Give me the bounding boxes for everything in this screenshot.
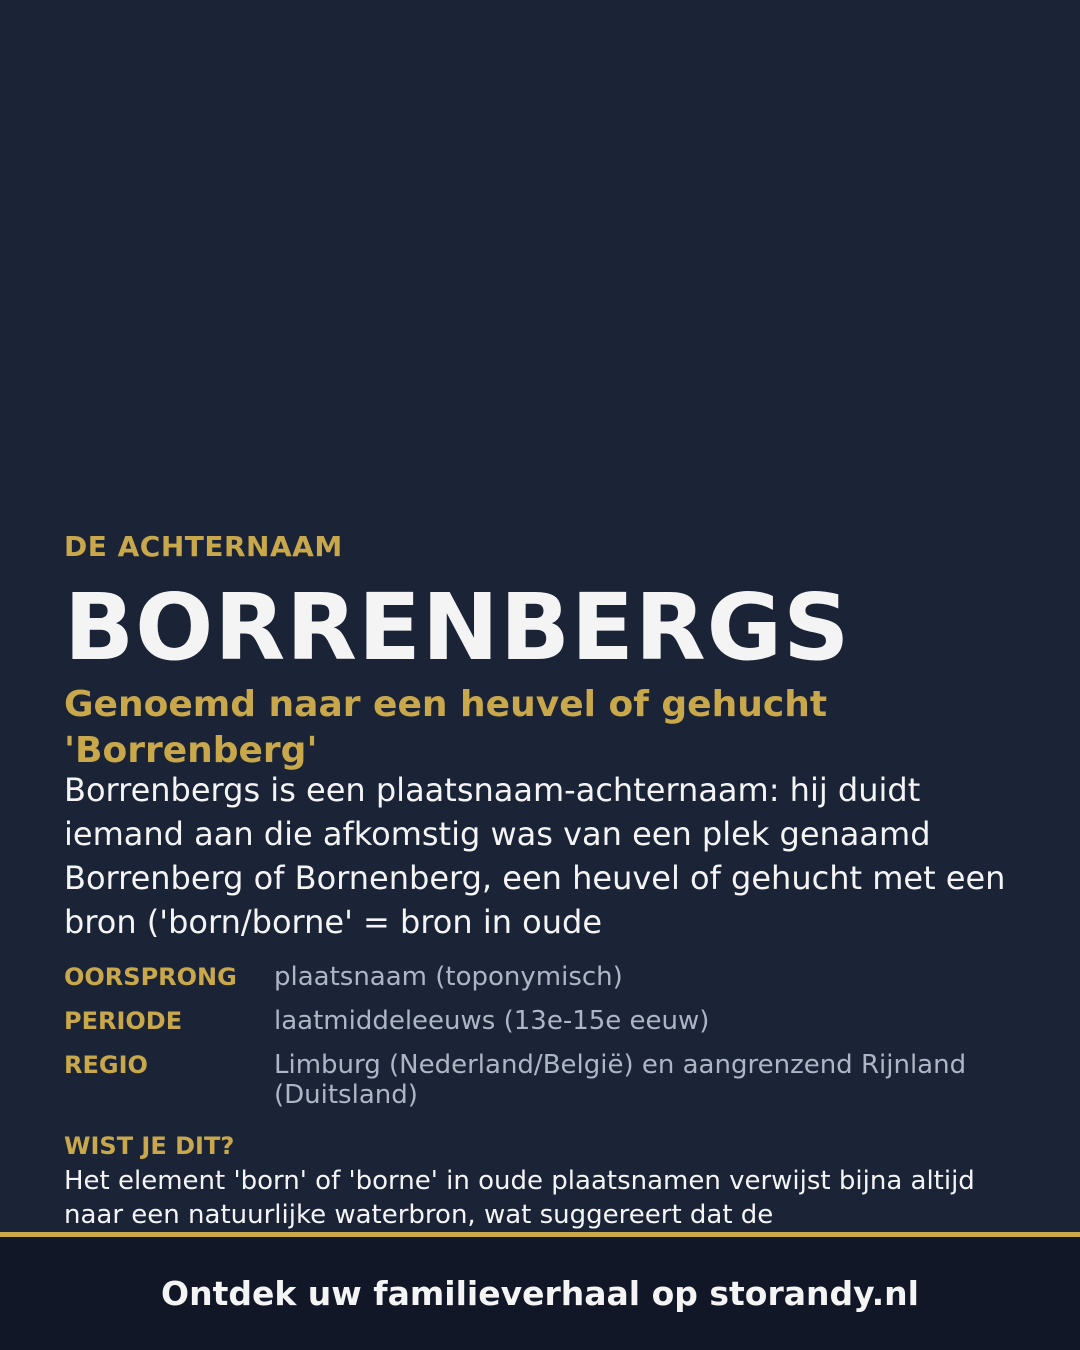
fact-value: laatmiddeleeuws (13e-15e eeuw) bbox=[274, 1006, 710, 1036]
fact-label: OORSPRONG bbox=[64, 963, 237, 991]
facts-list bbox=[64, 962, 1024, 1110]
fact-row-period bbox=[64, 1006, 1024, 1036]
fact-value: plaatsnaam (toponymisch) bbox=[274, 962, 623, 992]
fact-label: REGIO bbox=[64, 1051, 148, 1079]
footer-banner bbox=[0, 1232, 1080, 1350]
footer-cta-link[interactable]: Ontdek uw familieverhaal op storandy.nl bbox=[161, 1274, 919, 1313]
surname-tagline: Genoemd naar een heuvel of gehucht 'Borrenberg' bbox=[64, 684, 828, 771]
eyebrow-label: DE ACHTERNAAM bbox=[64, 530, 343, 563]
fact-row-region bbox=[64, 1050, 1024, 1110]
fact-label: PERIODE bbox=[64, 1007, 183, 1035]
fact-row-origin bbox=[64, 962, 1024, 992]
did-you-know-label: WIST JE DIT? bbox=[64, 1132, 235, 1160]
surname-description: Borrenbergs is een plaatsnaam-achternaam: hij duidt iemand aan die afkomstig was van een plek genaamd Borrenberg of Bornenberg, een heuvel of gehucht met een bron ('born/borne' = bron in oude bbox=[64, 771, 1006, 941]
fact-value: Limburg (Nederland/België) en aangrenzend Rijnland (Duitsland) bbox=[274, 1050, 967, 1110]
did-you-know-text: Het element 'born' of 'borne' in oude plaatsnamen verwijst bijna altijd naar een natuurlijke waterbron, wat suggereert dat de bbox=[64, 1166, 975, 1230]
surname-title: BORRENBERGS bbox=[64, 574, 851, 681]
